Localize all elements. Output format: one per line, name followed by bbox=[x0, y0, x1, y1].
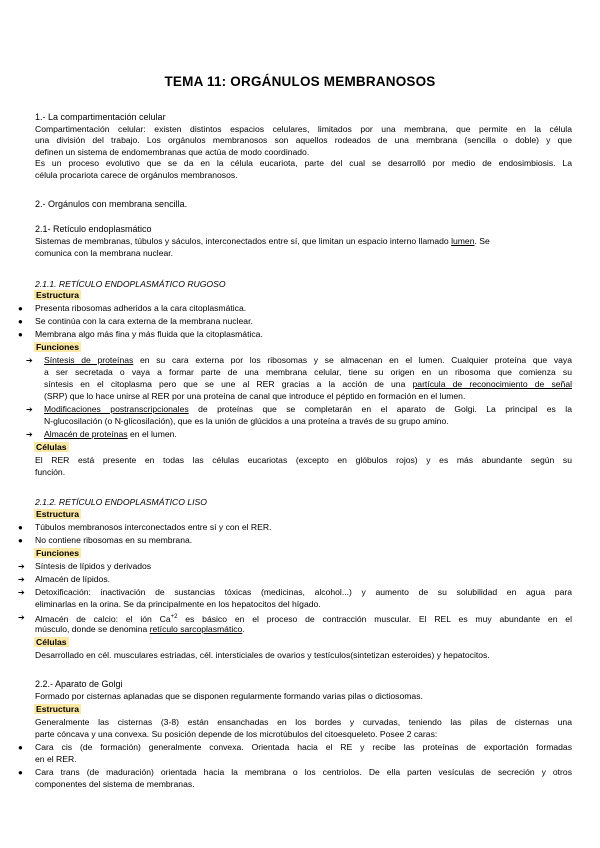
text-span: Almacén de calcio: el ión Ca bbox=[35, 613, 171, 624]
paragraph-line: una división del trabajo. Los orgánulos membranosos son aquellos rodeados de una membrana (sencilla o doble) y que bbox=[35, 135, 572, 145]
arrow-icon: ➔ bbox=[26, 405, 33, 414]
paragraph-line: función. bbox=[35, 467, 66, 477]
rel-heading: 2.1.2. RETÍCULO ENDOPLASMÁTICO LISO bbox=[35, 497, 207, 507]
text-span: . bbox=[242, 624, 245, 634]
paragraph-line: definen un sistema de endomembranas que actúa de modo coordinado. bbox=[35, 147, 310, 157]
text-span: síntesis en el citoplasma pero que se une al RER gracias a la acción de una bbox=[44, 379, 413, 389]
text-span: de proteínas que se completarán en el aparato de Golgi. La principal es la bbox=[188, 404, 572, 414]
section-heading-membrana-sencilla: 2.- Orgánulos con membrana sencilla. bbox=[35, 199, 188, 209]
paragraph-line bbox=[44, 379, 572, 390]
paragraph-line: componentes del sistema de membranas. bbox=[35, 779, 195, 789]
rer-heading: 2.1.1. RETÍCULO ENDOPLASMÁTICO RUGOSO bbox=[35, 279, 226, 289]
text-span: en el lumen. bbox=[127, 429, 177, 439]
arrow-icon: ➔ bbox=[26, 430, 33, 439]
celulas-label: Células bbox=[36, 442, 67, 452]
golgi-heading: 2.2.- Aparato de Golgi bbox=[35, 679, 123, 689]
bullet-icon: ● bbox=[18, 330, 23, 339]
bullet-icon: ● bbox=[18, 768, 23, 777]
paragraph-line bbox=[35, 624, 245, 635]
paragraph-line: comunica con la membrana nuclear. bbox=[35, 248, 174, 258]
subsection-heading-reticulo: 2.1- Retículo endoplasmático bbox=[35, 224, 152, 234]
list-item: Cara cis (de formación) generalmente convexa. Orientada hacia el RE y recibe las proteínas de exportación formadas bbox=[35, 742, 572, 752]
paragraph-line: a ser secretada o vaya a formar parte de una membrana celular, tiene su origen en un ribosoma que comienza su bbox=[44, 367, 572, 377]
arrow-icon: ➔ bbox=[18, 613, 25, 622]
bullet-icon: ● bbox=[18, 523, 23, 532]
bullet-icon: ● bbox=[18, 304, 23, 313]
list-item bbox=[44, 355, 572, 366]
bullet-icon: ● bbox=[18, 536, 23, 545]
paragraph-line: Generalmente las cisternas (3-8) están ensanchadas en los bordes y curvadas, teniendo las pilas de cisternas una bbox=[35, 717, 572, 727]
paragraph-line: Desarrollado en cél. musculares estriadas, cél. intersticiales de ovarios y testículos(sintetizan esteroides) y hepatocitos. bbox=[35, 650, 490, 660]
estructura-label: Estructura bbox=[36, 704, 79, 714]
underlined-term: Almacén de proteínas bbox=[44, 429, 128, 439]
text-span: . Se bbox=[474, 236, 490, 246]
underlined-term: lumen bbox=[451, 236, 475, 246]
paragraph-line: en el RER. bbox=[35, 754, 77, 764]
arrow-icon: ➔ bbox=[26, 356, 33, 365]
list-item: Almacén de lípidos. bbox=[35, 574, 110, 584]
list-item: Síntesis de lípidos y derivados bbox=[35, 561, 152, 571]
superscript: +2 bbox=[170, 614, 178, 620]
arrow-icon: ➔ bbox=[18, 575, 25, 584]
underlined-term: partícula de reconocimiento de señal bbox=[412, 379, 573, 389]
underlined-term: Modificaciones postranscripcionales bbox=[44, 404, 189, 414]
underlined-term: Síntesis de proteínas bbox=[44, 355, 134, 365]
celulas-label: Células bbox=[36, 637, 67, 647]
funciones-label: Funciones bbox=[36, 548, 79, 558]
bullet-icon: ● bbox=[18, 743, 23, 752]
paragraph-line: célula procariota carece de orgánulos membranosos. bbox=[35, 170, 238, 180]
funciones-label: Funciones bbox=[36, 342, 79, 352]
paragraph-line: Es un proceso evolutivo que se da en la célula eucariota, parte del cual se desarrolló por medio de endosimbiosis. La bbox=[35, 158, 572, 168]
list-item: Cara trans (de maduración) orientada hacia la membrana o los centriolos. De ella parten vesículas de secreción y otros bbox=[35, 767, 572, 777]
estructura-label: Estructura bbox=[36, 290, 79, 300]
list-item: Se continúa con la cara externa de la membrana nuclear. bbox=[35, 316, 253, 326]
text-span: en su cara externa por los ribosomas y se almacenan en el lumen. Cualquier proteína que vaya bbox=[133, 355, 572, 365]
text-span: es básico en el proceso de contracción muscular. El REL es muy abundante en el bbox=[177, 613, 572, 624]
paragraph-line: El RER está presente en todas las células eucariotas (excepto en glóbulos rojos) y es más abundante según su bbox=[35, 455, 572, 465]
paragraph-line: N-glucosilación (o N-glicosilación), que es la unión de glúcidos a una proteína a través de su grupo amino. bbox=[44, 416, 449, 426]
list-item: Detoxificación: inactivación de sustancias tóxicas (medicinas, alcohol...) y aumento de su solubilidad en agua para bbox=[35, 587, 572, 597]
section-heading-compartimentacion: 1.- La compartimentación celular bbox=[35, 112, 166, 122]
list-item: Membrana algo más fina y más fluida que la citoplasmática. bbox=[35, 329, 263, 339]
text-span: músculo, donde se denomina bbox=[35, 624, 150, 634]
list-item: Presenta ribosomas adheridos a la cara citoplasmática. bbox=[35, 303, 247, 313]
paragraph-line: (SRP) que lo hace unirse al RER por una proteína de canal que introduce el péptido en formación en el lumen. bbox=[44, 391, 466, 401]
page-title: TEMA 11: ORGÁNULOS MEMBRANOSOS bbox=[164, 74, 436, 89]
list-item: Túbulos membranosos interconectados entre sí y con el RER. bbox=[35, 522, 272, 532]
arrow-icon: ➔ bbox=[18, 562, 25, 571]
paragraph-line: parte cóncava y una convexa. Su posición depende de los microtúbulos del citoesqueleto. Posee 2 caras: bbox=[35, 729, 438, 739]
paragraph-line: Formado por cisternas aplanadas que se disponen regularmente formando varias pilas o dictiosomas. bbox=[35, 691, 423, 701]
list-item bbox=[35, 612, 572, 625]
list-item bbox=[44, 404, 572, 415]
text-span: Sistemas de membranas, túbulos y sáculos, interconectados entre sí, que limitan un espacio interno llamado bbox=[35, 236, 452, 246]
list-item: No contiene ribosomas en su membrana. bbox=[35, 535, 193, 545]
list-item bbox=[44, 429, 177, 440]
paragraph-line: eliminarlas en la orina. Se da principalmente en los hepatocitos del hígado. bbox=[35, 599, 321, 609]
arrow-icon: ➔ bbox=[18, 588, 25, 597]
bullet-icon: ● bbox=[18, 317, 23, 326]
estructura-label: Estructura bbox=[36, 509, 79, 519]
paragraph-line bbox=[35, 236, 490, 247]
paragraph-line: Compartimentación celular: existen distintos espacios celulares, limitados por una membrana, que permite en la célula bbox=[35, 124, 572, 134]
underlined-term: retículo sarcoplasmático bbox=[149, 624, 243, 634]
